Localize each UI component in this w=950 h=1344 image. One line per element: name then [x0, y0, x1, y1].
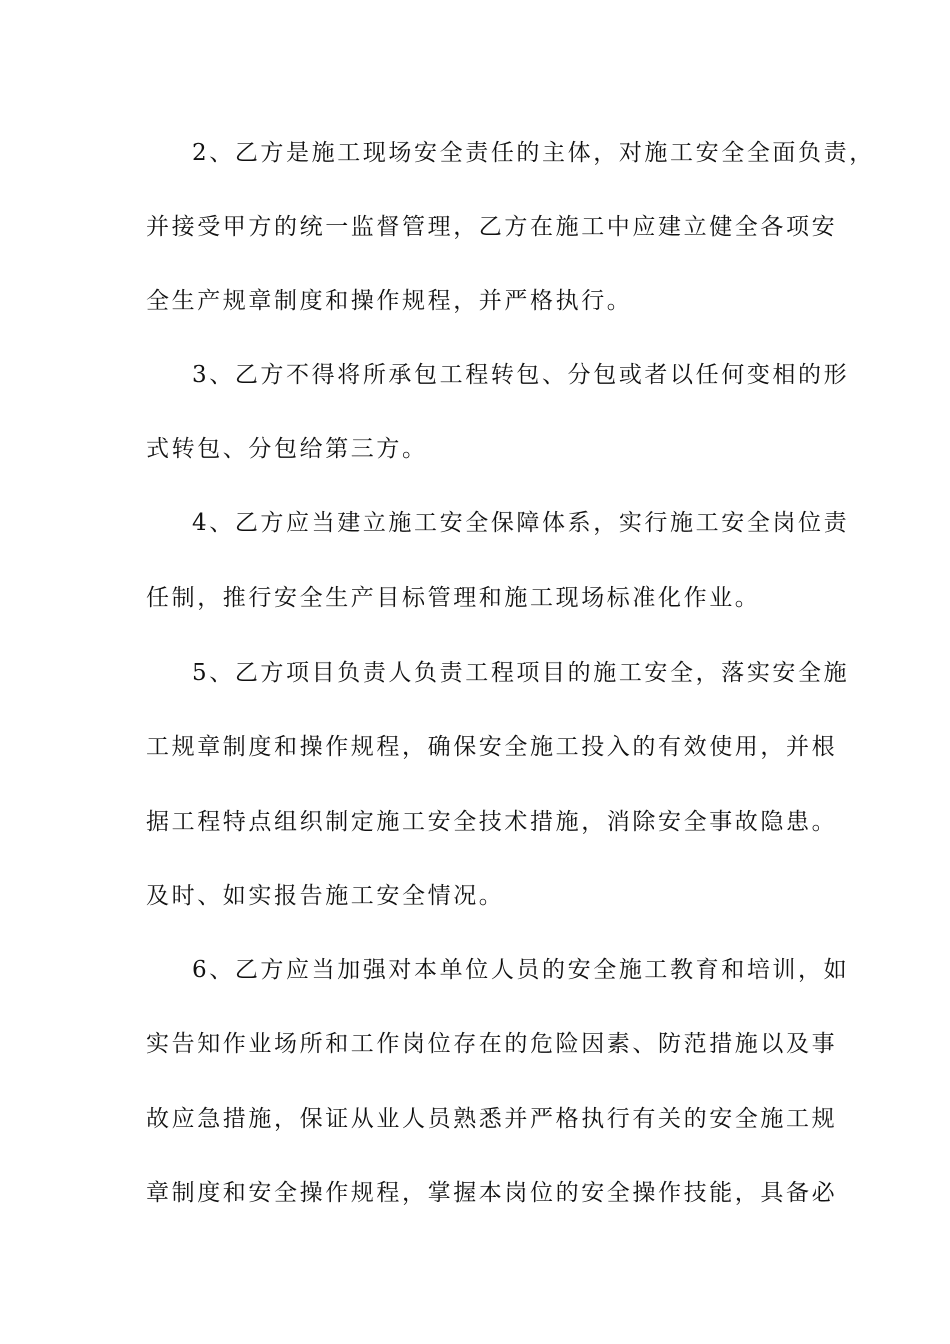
- text-line: 全生产规章制度和操作规程，并严格执行。: [146, 288, 633, 314]
- text-line: 据工程特点组织制定施工安全技术措施，消除安全事故隐患。: [146, 809, 838, 835]
- text-line: 并接受甲方的统一监督管理，乙方在施工中应建立健全各项安: [146, 214, 838, 240]
- text-line: 式转包、分包给第三方。: [146, 436, 428, 462]
- text-line: 5、乙方项目负责人负责工程项目的施工安全，落实安全施: [192, 660, 850, 686]
- text-line: 故应急措施，保证从业人员熟悉并严格执行有关的安全施工规: [146, 1106, 838, 1132]
- text-line: 任制，推行安全生产目标管理和施工现场标准化作业。: [146, 585, 761, 611]
- text-line: 6、乙方应当加强对本单位人员的安全施工教育和培训，如: [192, 957, 850, 983]
- text-line: 工规章制度和操作规程，确保安全施工投入的有效使用，并根: [146, 734, 838, 760]
- text-line: 章制度和安全操作规程，掌握本岗位的安全操作技能，具备必: [146, 1180, 838, 1206]
- text-line: 3、乙方不得将所承包工程转包、分包或者以任何变相的形: [192, 362, 850, 388]
- text-line: 实告知作业场所和工作岗位存在的危险因素、防范措施以及事: [146, 1031, 838, 1057]
- text-line: 4、乙方应当建立施工安全保障体系，实行施工安全岗位责: [192, 510, 850, 536]
- text-line: 2、乙方是施工现场安全责任的主体，对施工安全全面负责，: [192, 140, 875, 166]
- text-line: 及时、如实报告施工安全情况。: [146, 883, 505, 909]
